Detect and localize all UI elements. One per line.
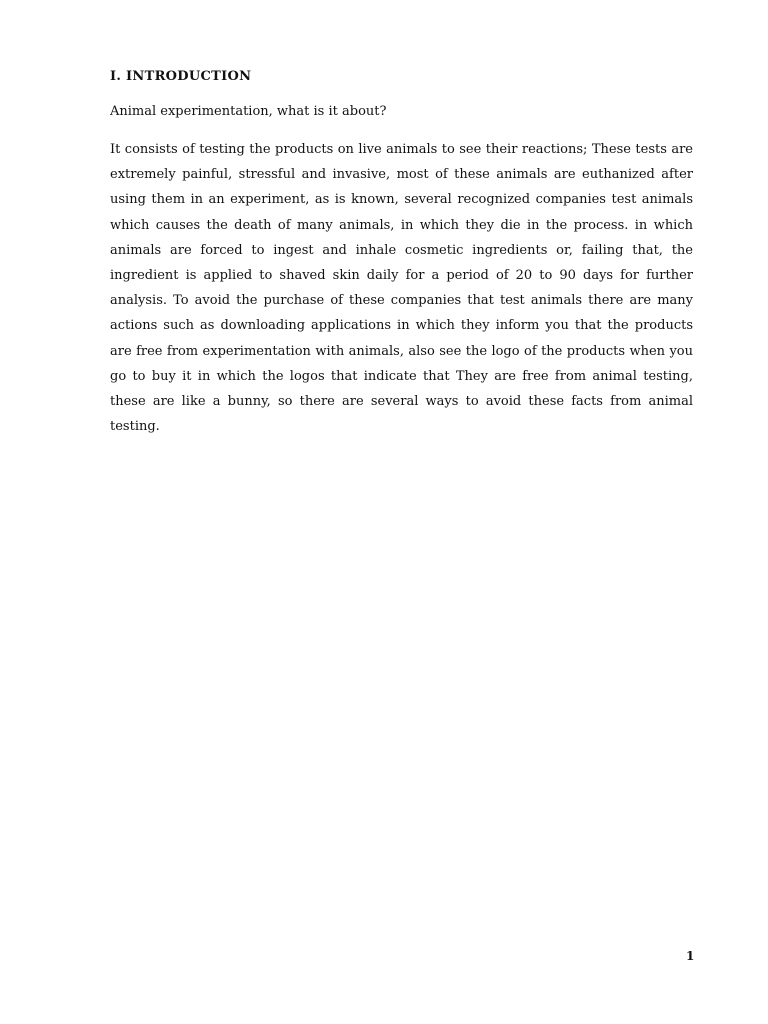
page-number: 1 — [686, 949, 695, 963]
subheading: Animal experimentation, what is it about? — [110, 104, 387, 119]
body-paragraph: It consists of testing the products on live animals to see their reactions; These tests are extremely painful, stressful and invasive, most of these animals are euthanized after using them in an experiment, as is known, several recognized companies test animals which causes the death of many animals, in which they die in the process. in which animals are forced to ingest and inhale cosmetic ingredients or, failing that, the ingredient is applied to shaved skin daily for a period of 20 to 90 days for further analysis. To avoid the purchase of these companies that test animals there are many actions such as downloading applications in which they inform you that the products are free from experimentation with animals, also see the logo of the products when you go to buy it in which the logos that indicate that They are free from animal testing, these are like a bunny, so there are several ways to avoid these facts from animal testing. — [110, 142, 693, 435]
section-heading: I. INTRODUCTION — [110, 69, 252, 84]
